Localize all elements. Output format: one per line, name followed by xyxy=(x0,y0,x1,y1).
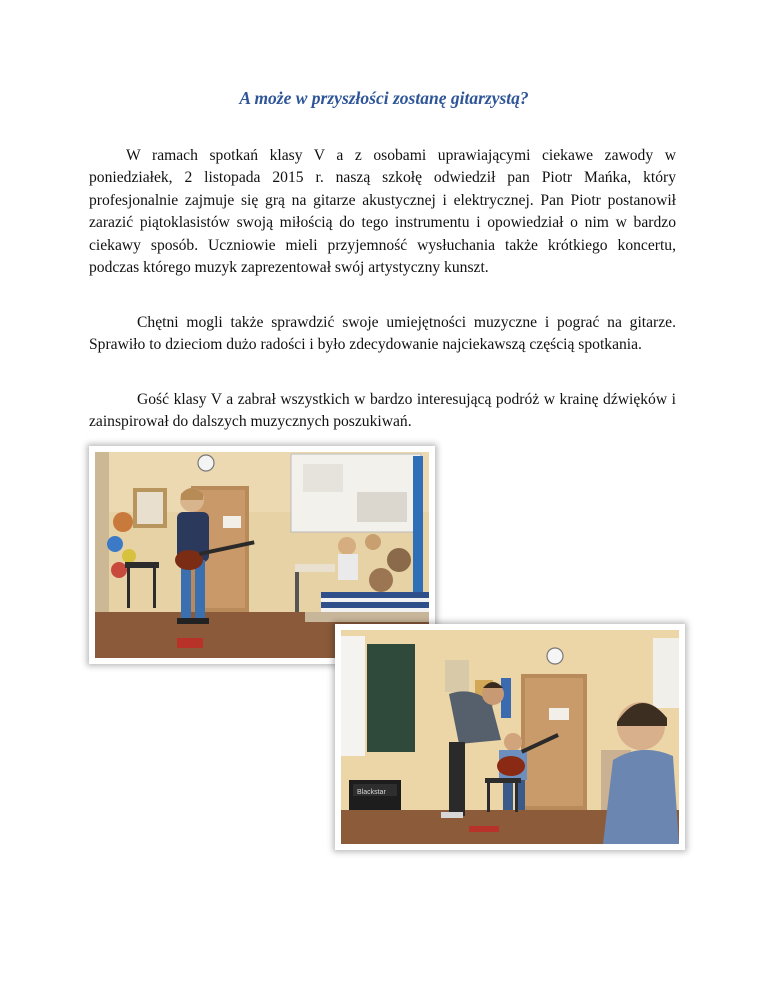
photo-teacher-guitar-lesson xyxy=(335,624,685,850)
paragraph-playing: Chętni mogli także sprawdzić swoje umiejętności muzyczne i pograć na gitarze. Sprawiło to dzieciom dużo radości i było zdecydowanie najciekawszą częścią spotkania. xyxy=(89,314,676,354)
paragraph-closing: Gość klasy V a zabrał wszystkich w bardzo interesującą podróż w krainę dźwięków i zainspirował do dalszych muzycznych poszukiwań. xyxy=(89,391,676,431)
amp-label: Blackstar xyxy=(357,789,386,796)
classroom-photo-2 xyxy=(341,630,679,844)
paragraph-intro: W ramach spotkań klasy V a z osobami uprawiającymi ciekawe zawody w poniedziałek, 2 listopada 2015 r. naszą szkołę odwiedził pan Piotr Mańka, który profesjonalnie zajmuje się grą na gitarze akustycznej i elektrycznej. Pan Piotr postanowił zarazić piątoklasistów swoją miłością do tego instrumentu i opowiedział o nim w bardzo ciekawy sposób. Uczniowie mieli przyjemność wysłuchania także krótkiego koncertu, podczas którego muzyk zaprezentował swój artystyczny kunszt. xyxy=(89,147,676,277)
page-title: A może w przyszłości zostanę gitarzystą? xyxy=(239,88,529,108)
